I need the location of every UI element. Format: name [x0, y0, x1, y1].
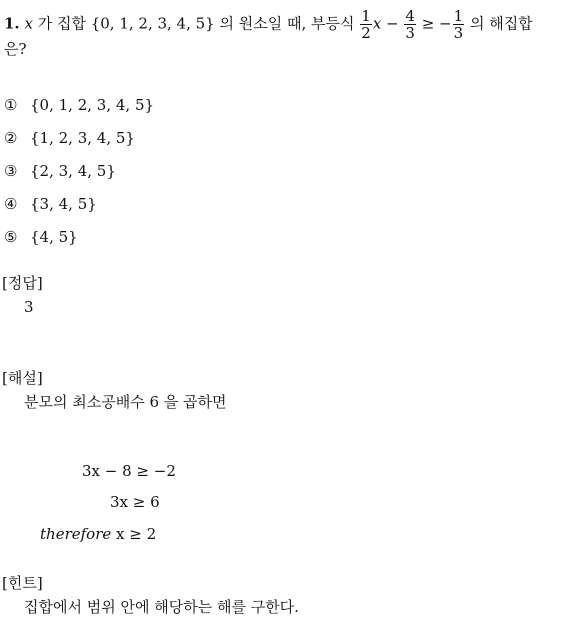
answer-value: 3 — [24, 298, 34, 316]
choice-1[interactable] — [4, 96, 154, 114]
choice-4-text: {3, 4, 5} — [30, 195, 97, 213]
choice-4-number: ④ — [4, 195, 18, 213]
question-text-a: 가 집합 {0, 1, 2, 3, 4, 5} 의 원소일 때, 부등식 — [32, 14, 360, 33]
choice-1-text: {0, 1, 2, 3, 4, 5} — [30, 96, 155, 114]
equation-1: 3x − 8 ≥ −2 — [82, 462, 176, 480]
choice-2-text: {1, 2, 3, 4, 5} — [30, 129, 135, 147]
choice-1-number: ① — [4, 96, 18, 114]
choice-3[interactable] — [4, 162, 116, 180]
choice-5[interactable] — [4, 228, 78, 246]
geq-sign: ≥ − — [416, 14, 452, 33]
fraction-four-thirds: $\frac{4}{3}$ — [405, 7, 415, 42]
choice-5-text: {4, 5} — [30, 228, 78, 246]
choice-5-number: ⑤ — [4, 228, 18, 246]
choice-4[interactable] — [4, 195, 97, 213]
question-variable: x — [24, 14, 33, 33]
question-number: 1. — [4, 14, 20, 33]
minus-sign: − — [381, 14, 404, 33]
equation-2: 3x ≥ 6 — [110, 493, 160, 511]
explanation-label: [해설] — [2, 369, 43, 387]
choice-3-text: {2, 3, 4, 5} — [30, 162, 116, 180]
fraction-one-half: $\frac{1}{2}$ — [361, 7, 371, 42]
choice-3-number: ③ — [4, 162, 18, 180]
question-text-b: 의 해집합 — [465, 14, 533, 33]
therefore-word: therefore — [40, 525, 112, 543]
hint-label: [힌트] — [2, 574, 43, 592]
question-line-1 — [4, 8, 533, 41]
fraction-one-third: $\frac{1}{3}$ — [453, 7, 464, 42]
equation-3-rest: x ≥ 2 — [111, 525, 157, 543]
term-x: x — [372, 14, 382, 33]
question-line-2: 은? — [4, 40, 27, 58]
equation-3 — [40, 525, 156, 543]
explanation-intro: 분모의 최소공배수 6 을 곱하면 — [24, 393, 227, 411]
choice-2-number: ② — [4, 129, 18, 147]
choice-2[interactable] — [4, 129, 135, 147]
hint-text: 집합에서 범위 안에 해당하는 해를 구한다. — [24, 598, 299, 616]
answer-label: [정답] — [2, 274, 43, 292]
